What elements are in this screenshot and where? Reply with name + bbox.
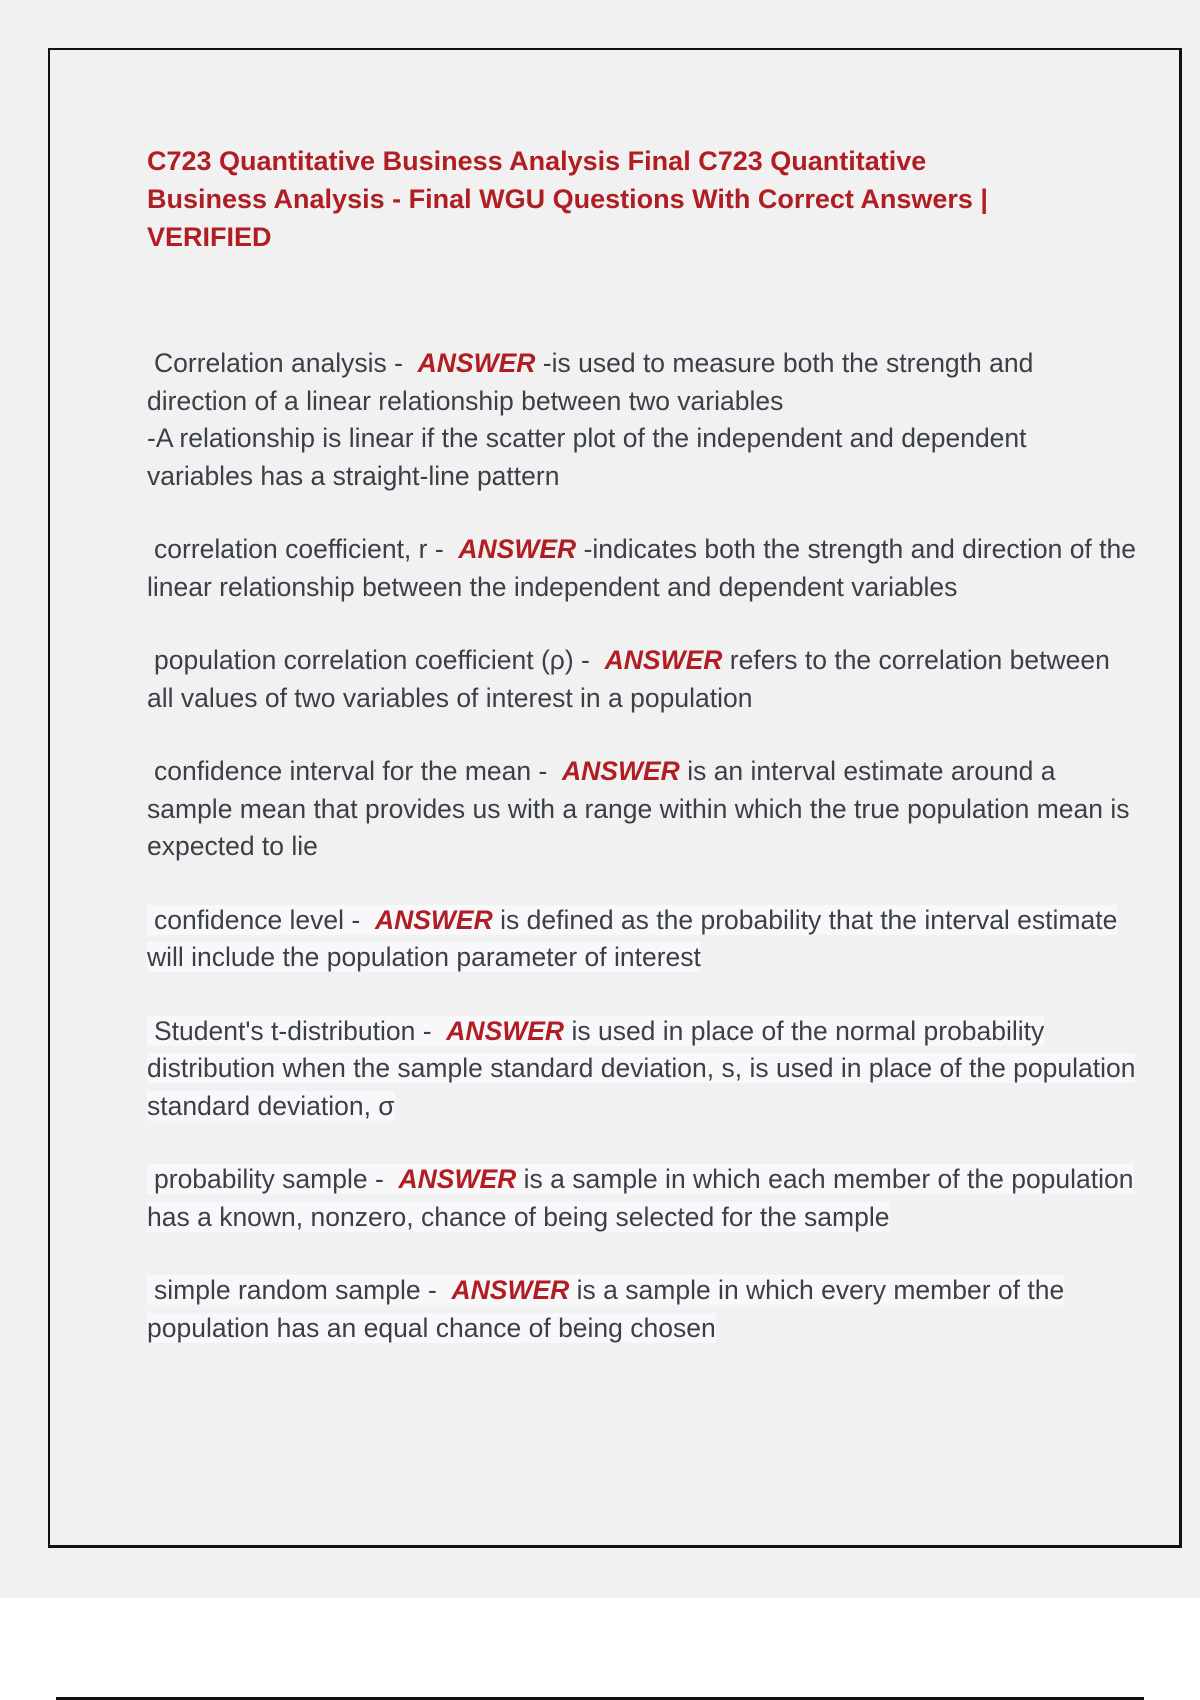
separator: -: [573, 645, 605, 675]
entry-text: [147, 645, 1110, 713]
separator: -: [427, 534, 459, 564]
flashcard-entry: [147, 1272, 1137, 1347]
flashcard-entry: [147, 1161, 1137, 1236]
entry-term: population correlation coefficient (ρ): [154, 645, 574, 675]
separator: -: [344, 904, 375, 935]
entry-term: simple random sample: [154, 1275, 421, 1305]
flashcard-entry: [147, 1013, 1137, 1126]
flashcard-entry: [147, 753, 1137, 866]
entry-text: [147, 1275, 1064, 1343]
document-title: C723 Quantitative Business Analysis Final C723 Quantitative Business Analysis - Final WGU Questions With Correct Answers | VERIFIED: [147, 146, 988, 252]
entry-term: probability sample: [154, 1164, 368, 1194]
entry-text: [147, 1164, 1134, 1232]
answer-label: ANSWER: [604, 645, 723, 675]
entry-text: [147, 756, 1130, 861]
separator: -: [386, 348, 418, 378]
separator: -: [367, 1164, 399, 1194]
answer-label: ANSWER: [446, 1015, 565, 1046]
separator: -: [531, 756, 563, 786]
answer-label: ANSWER: [374, 904, 493, 935]
entry-text: [147, 905, 1117, 973]
entry-term: Student's t-distribution: [154, 1015, 416, 1046]
entry-text: [147, 1016, 1135, 1121]
entry-term: correlation coefficient, r: [154, 534, 428, 564]
flashcard-entry: [147, 642, 1137, 717]
separator: -: [420, 1275, 452, 1305]
entry-term: confidence level: [154, 904, 345, 935]
answer-label: ANSWER: [562, 756, 680, 786]
entry-definition: -indicates both the strength and direction of the linear relationship between the independent and dependent variables: [147, 534, 1136, 602]
flashcard-list: [147, 345, 1137, 1383]
answer-label: ANSWER: [398, 1164, 517, 1194]
entry-term: Correlation analysis: [154, 348, 387, 378]
entry-text: [147, 534, 1136, 602]
separator: -: [415, 1015, 447, 1046]
flashcard-entry: [147, 531, 1137, 606]
entry-definition: is used in place of the normal probability distribution when the sample standard deviation, s, is used in place of the population standard deviation, σ: [147, 1015, 1136, 1121]
entry-definition: -is used to measure both the strength and direction of a linear relationship between two variables -A relationship is linear if the scatter plot of the independent and dependent variables has a straight-line pattern: [147, 348, 1034, 491]
entry-definition: is defined as the probability that the interval estimate will include the population parameter of interest: [147, 904, 1118, 972]
answer-label: ANSWER: [451, 1275, 570, 1305]
answer-label: ANSWER: [458, 534, 577, 564]
entry-definition: is an interval estimate around a sample mean that provides us with a range within which the true population mean is expected to lie: [147, 756, 1130, 861]
entry-definition: is a sample in which each member of the population has a known, nonzero, chance of being selected for the sample: [147, 1164, 1134, 1232]
document-page: [48, 48, 1182, 1548]
entry-definition: refers to the correlation between all values of two variables of interest in a population: [147, 645, 1110, 713]
entry-definition: is a sample in which every member of the population has an equal chance of being chosen: [147, 1275, 1065, 1343]
entry-term: confidence interval for the mean: [154, 756, 532, 786]
flashcard-entry: [147, 902, 1137, 977]
entry-text: [147, 348, 1033, 491]
answer-label: ANSWER: [417, 348, 536, 378]
flashcard-entry: [147, 345, 1137, 495]
